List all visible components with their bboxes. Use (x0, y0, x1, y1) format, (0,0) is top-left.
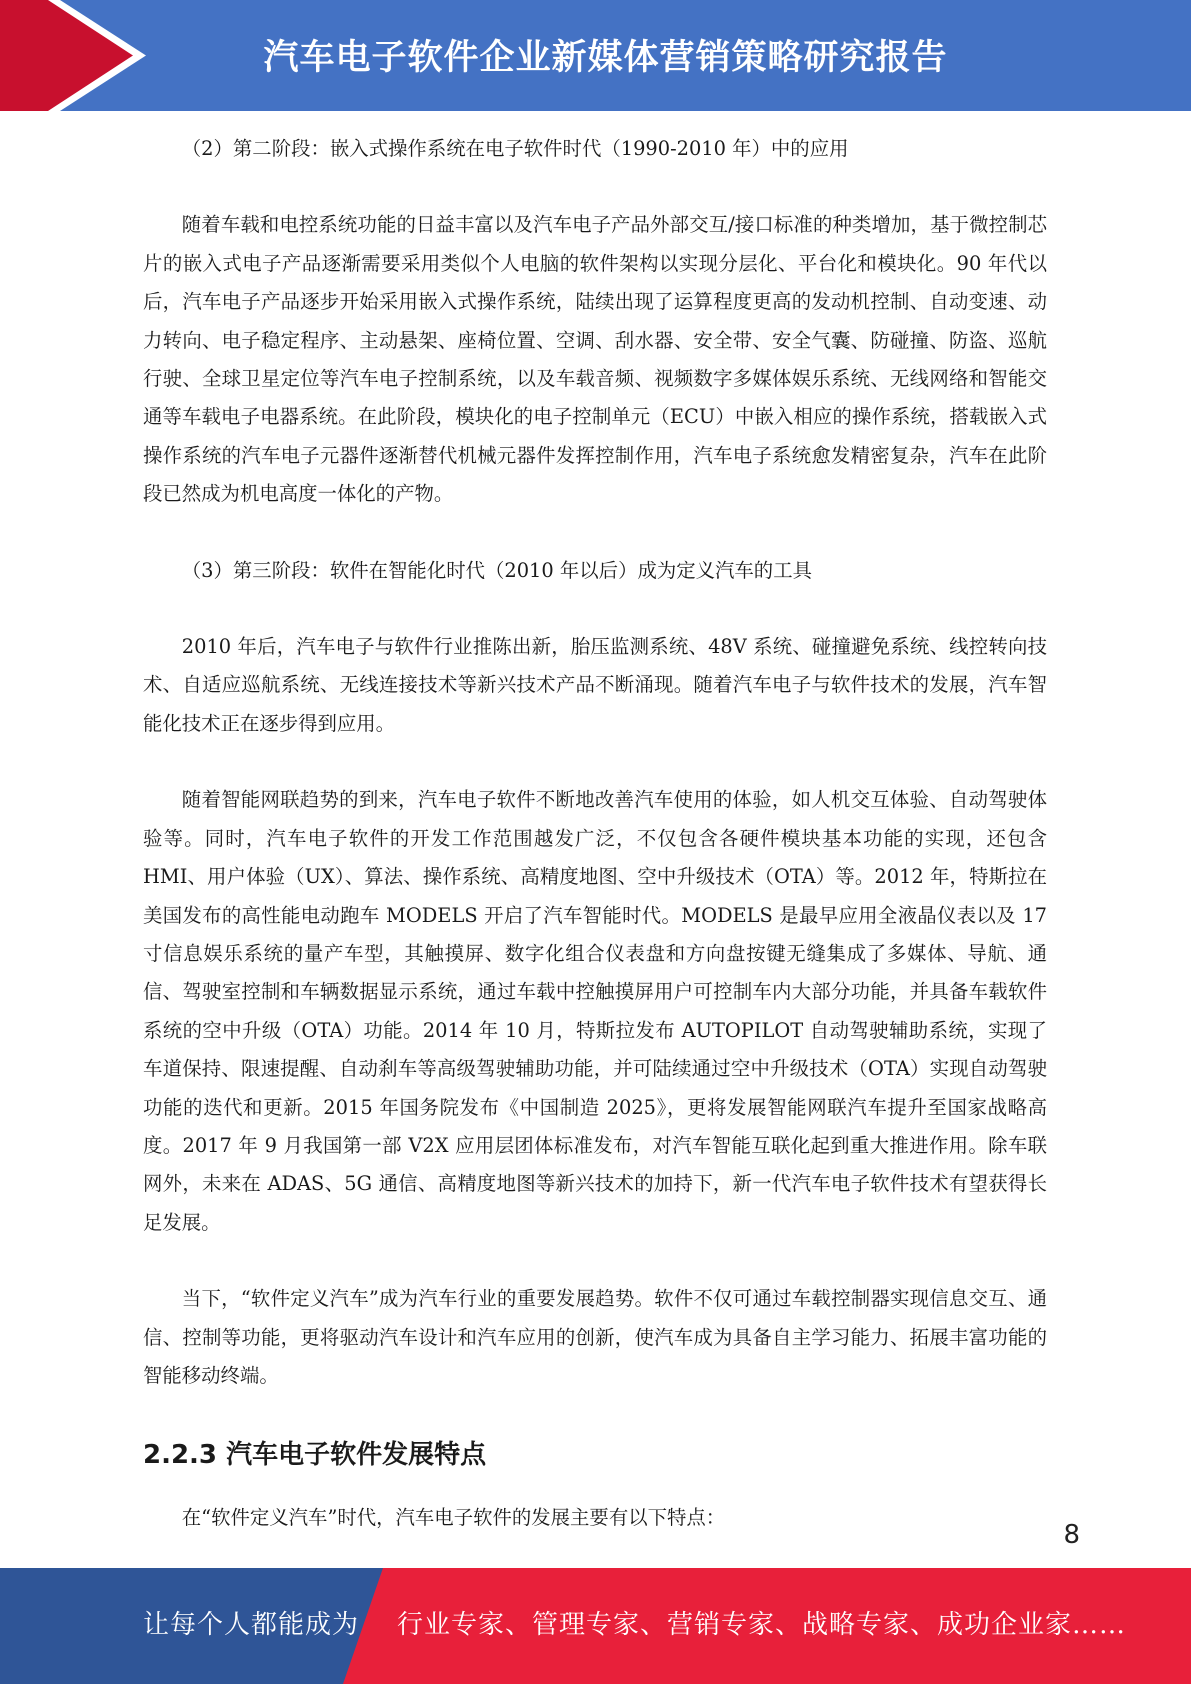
stage3-paragraph-2: 随着智能网联趋势的到来，汽车电子软件不断地改善汽车使用的体验，如人机交互体验、自动驾驶体验等。同时，汽车电子软件的开发工作范围越发广泛，不仅包含各硬件模块基本功能的实现，还包含 HMI、用户体验（UX）、算法、操作系统、高精度地图、空中升级技术（OTA）等。2012 年，特斯拉在美国发布的高性能电动跑车 MODELS 开启了汽车智能时代。MODELS 是最早应用全液晶仪表以及 17 寸信息娱乐系统的量产车型，其触摸屏、数字化组合仪表盘和方向盘按键无缝集成了多媒体、导航、通信、驾驶室控制和车辆数据显示系统，通过车载中控触摸屏用户可控制车内大部分功能，并具备车载软件系统的空中升级（OTA）功能。2014 年 10 月，特斯拉发布 AUTOPILOT 自动驾驶辅助系统，实现了车道保持、限速提醒、自动刹车等高级驾驶辅助功能，并可陆续通过空中升级技术（OTA）实现自动驾驶功能的迭代和更新。2015 年国务院发布《中国制造 2025》，更将发展智能网联汽车提升至国家战略高度。2017 年 9 月我国第一部 V2X 应用层团体标准发布，对汽车智能互联化起到重大推进作用。除车联网外，未来在 ADAS、5G 通信、高精度地图等新兴技术的加持下，新一代汽车电子软件技术有望获得长足发展。 (143, 788, 1047, 1234)
stage3-title: （3）第三阶段：软件在智能化时代（2010 年以后）成为定义汽车的工具 (181, 558, 812, 582)
stage3-paragraph-3: 当下，“软件定义汽车”成为汽车行业的重要发展趋势。软件不仅可通过车载控制器实现信息交互、通信、控制等功能，更将驱动汽车设计和汽车应用的创新，使汽车成为具备自主学习能力、拓展丰富功能的智能移动终端。 (143, 1287, 1047, 1387)
footer-slogan-left: 让每个人都能成为 (143, 1610, 360, 1640)
report-title: 汽车电子软件企业新媒体营销策略研究报告 (263, 38, 948, 78)
section-heading: 2.2.3 汽车电子软件发展特点 (143, 1440, 487, 1471)
section-intro: 在“软件定义汽车”时代，汽车电子软件的发展主要有以下特点： (181, 1506, 726, 1530)
page-number: 8 (1063, 1520, 1080, 1550)
page-header (0, 0, 1191, 111)
stage2-paragraph: 随着车载和电控系统功能的日益丰富以及汽车电子产品外部交互/接口标准的种类增加，基于微控制芯片的嵌入式电子产品逐渐需要采用类似个人电脑的软件架构以实现分层化、平台化和模块化。90 年代以后，汽车电子产品逐步开始采用嵌入式操作系统，陆续出现了运算程度更高的发动机控制、自动变速、动力转向、电子稳定程序、主动悬架、座椅位置、空调、刮水器、安全带、安全气囊、防碰撞、防盗、巡航行驶、全球卫星定位等汽车电子控制系统，以及车载音频、视频数字多媒体娱乐系统、无线网络和智能交通等车载电子电器系统。在此阶段，模块化的电子控制单元（ECU）中嵌入相应的操作系统，搭载嵌入式操作系统的汽车电子元器件逐渐替代机械元器件发挥控制作用，汽车电子系统愈发精密复杂，汽车在此阶段已然成为机电高度一体化的产物。 (143, 213, 1047, 506)
footer-slogan-right: 行业专家、管理专家、营销专家、战略专家、成功企业家…… (397, 1610, 1127, 1640)
stage2-title: （2）第二阶段：嵌入式操作系统在电子软件时代（1990-2010 年）中的应用 (181, 137, 849, 160)
main-content (143, 130, 1047, 1538)
stage3-paragraph-1: 2010 年后，汽车电子与软件行业推陈出新，胎压监测系统、48V 系统、碰撞避免系统、线控转向技术、自适应巡航系统、无线连接技术等新兴技术产品不断涌现。随着汽车电子与软件技术的发展，汽车智能化技术正在逐步得到应用。 (143, 635, 1047, 735)
page-footer (0, 1568, 1191, 1684)
